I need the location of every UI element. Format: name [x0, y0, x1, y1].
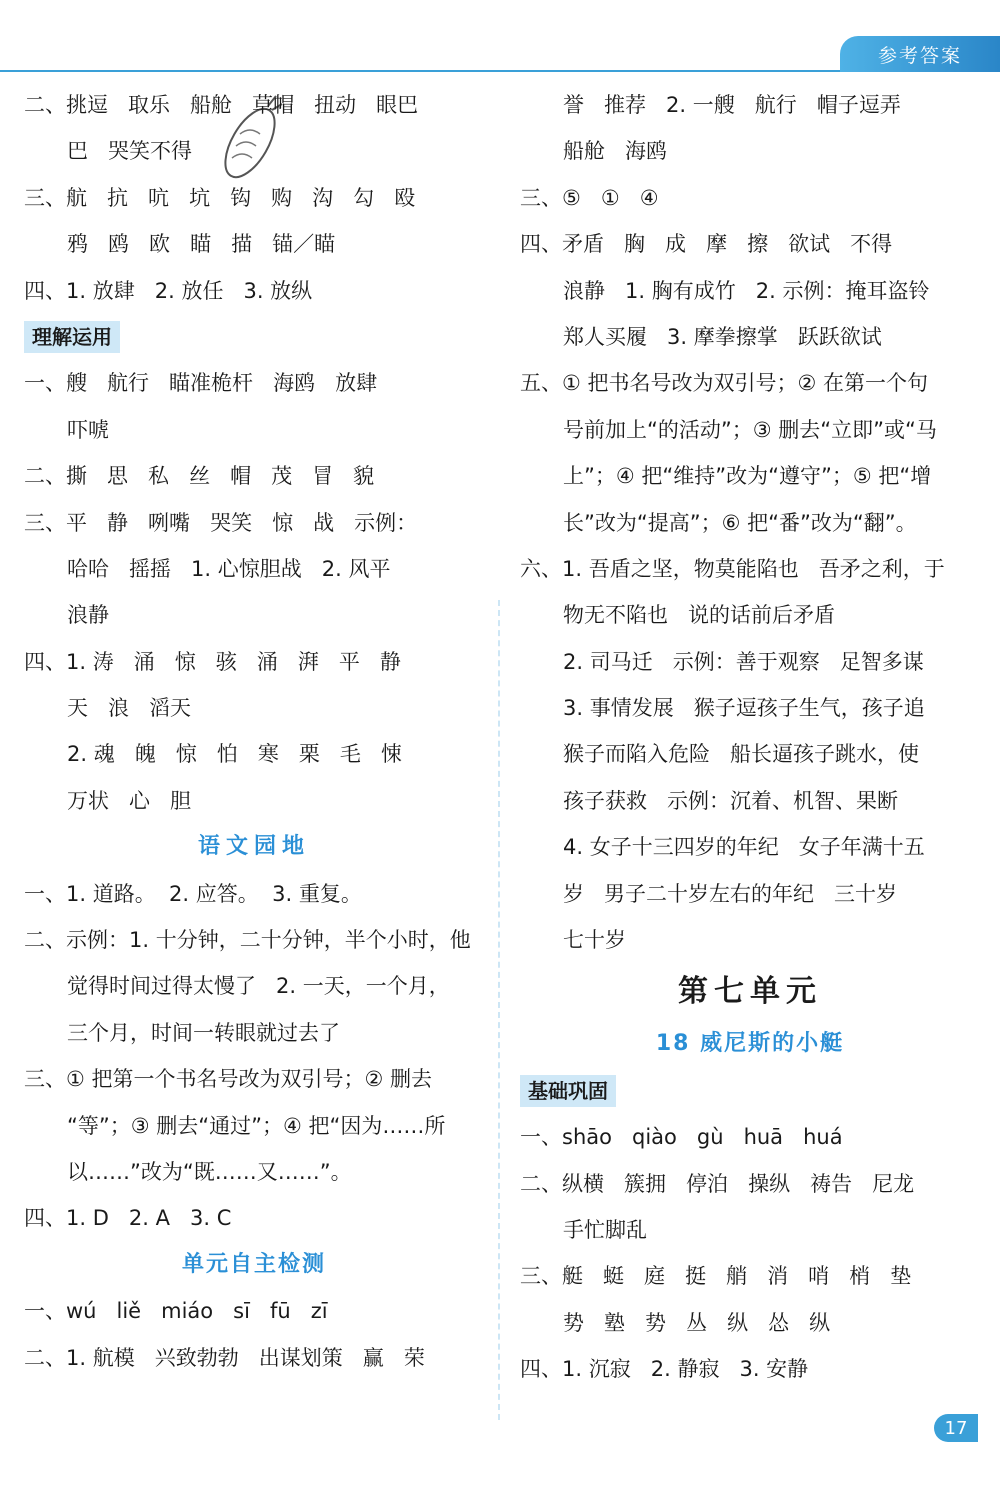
answer-line: 郑人买履 3. 摩拳擦掌 跃跃欲试 [563, 324, 882, 349]
answer-line: 二、示例：1. 十分钟，二十分钟，半个小时，他 [24, 928, 471, 953]
answer-line: 势 塾 势 丛 纵 怂 纵 [563, 1310, 831, 1335]
right-column [520, 82, 980, 1393]
answer-line: 一、wú liě miáo sī fū zī [24, 1299, 328, 1324]
answer-line: 四、1. 涛 涌 惊 骇 涌 湃 平 静 [24, 649, 401, 674]
answer-line: 吓唬 [67, 417, 109, 442]
answer-line: 2. 司马迁 示例：善于观察 足智多谋 [563, 649, 924, 674]
section-heading: 语文园地 [197, 834, 310, 860]
answer-line: 3. 事情发展 猴子逗孩子生气，孩子追 [563, 696, 925, 721]
answer-line: 鸦 鸥 欧 瞄 描 锚／瞄 [67, 232, 336, 257]
header-tab: 参考答案 [840, 36, 1000, 72]
answer-line: 二、1. 航模 兴致勃勃 出谋划策 赢 荣 [24, 1345, 425, 1370]
answer-line: 七十岁 [563, 928, 626, 953]
answer-line: 天 浪 滔天 [67, 696, 192, 721]
header-rule [0, 70, 850, 72]
answer-line: 六、1. 吾盾之坚，物莫能陷也 吾矛之利，于 [520, 556, 945, 581]
answer-line: 一、shāo qiào gù huā huá [520, 1125, 843, 1150]
answer-line: 号前加上“的活动”；③ 删去“立即”或“马 [563, 417, 937, 442]
section-heading: 18 威尼斯的小艇 [655, 1031, 845, 1057]
answer-line: 四、1. 放肆 2. 放任 3. 放纵 [24, 278, 313, 303]
answer-line: 猴子而陷入危险 船长逼孩子跳水，使 [563, 742, 920, 767]
left-column [24, 82, 484, 1381]
answer-line: 四、1. D 2. A 3. C [24, 1206, 232, 1231]
section-heading: 单元自主检测 [181, 1251, 326, 1277]
answer-line: 万状 心 胆 [67, 788, 192, 813]
answer-line: 三个月，时间一转眼就过去了 [67, 1020, 340, 1045]
answer-line: 三、艇 蜓 庭 挺 艄 消 哨 梢 垫 [520, 1264, 912, 1289]
answer-line: 五、① 把书名号改为双引号；② 在第一个句 [520, 371, 929, 396]
page-number: 17 [934, 1414, 978, 1442]
answer-line: 岁 男子二十岁左右的年纪 三十岁 [563, 881, 898, 906]
answer-line: 浪静 1. 胸有成竹 2. 示例：掩耳盗铃 [563, 278, 930, 303]
answer-line: 手忙脚乱 [563, 1217, 647, 1242]
answer-line: 上”；④ 把“维持”改为“遵守”；⑤ 把“增 [563, 464, 932, 489]
answer-line: 二、纵横 簇拥 停泊 操纵 祷告 尼龙 [520, 1171, 915, 1196]
answer-line: 二、撕 思 私 丝 帽 茂 冒 貌 [24, 464, 375, 489]
answer-line: 物无不陷也 说的话前后矛盾 [563, 603, 836, 628]
answer-line: 4. 女子十三四岁的年纪 女子年满十五 [563, 835, 925, 860]
section-tag-label: 理解运用 [24, 321, 120, 353]
answer-line: 觉得时间过得太慢了 2. 一天，一个月， [67, 974, 450, 999]
answer-line: 哈哈 摇摇 1. 心惊胆战 2. 风平 [67, 556, 391, 581]
answer-line: 四、矛盾 胸 成 摩 擦 欲试 不得 [520, 232, 893, 257]
answer-line: 船舱 海鸥 [563, 139, 668, 164]
answer-line: 三、⑤ ① ④ [520, 185, 659, 210]
unit-title: 第七单元 [678, 974, 822, 1010]
section-tag [24, 314, 484, 360]
answer-line: 三、航 抗 吭 坑 钩 购 沟 勾 殴 [24, 185, 416, 210]
answer-line: 四、1. 沉寂 2. 静寂 3. 安静 [520, 1357, 809, 1382]
answer-line: 以……”改为“既……又……”。 [67, 1159, 352, 1184]
section-tag [520, 1068, 980, 1114]
answer-line: 浪静 [67, 603, 109, 628]
answer-line: 巴 哭笑不得 [67, 139, 193, 164]
answer-line: 誉 推荐 2. 一艘 航行 帽子逗弄 [563, 93, 901, 117]
answer-line: 2. 魂 魄 惊 怕 寒 栗 毛 悚 [67, 742, 402, 767]
answer-line: “等”；③ 删去“通过”；④ 把“因为……所 [67, 1113, 446, 1138]
answer-line: 孩子获救 示例：沉着、机智、果断 [563, 788, 899, 813]
answer-line: 二、挑逗 取乐 船舱 草帽 扭动 眼巴 [24, 93, 419, 117]
column-divider [498, 600, 500, 1420]
answer-line: 三、① 把第一个书名号改为双引号；② 删去 [24, 1067, 433, 1092]
answer-line: 长”改为“提高”；⑥ 把“番”改为“翻”。 [563, 510, 917, 535]
answer-line: 三、平 静 咧嘴 哭笑 惊 战 示例： [24, 510, 418, 535]
answer-line: 一、1. 道路。 2. 应答。 3. 重复。 [24, 881, 362, 906]
section-tag-label: 基础巩固 [520, 1075, 616, 1107]
answer-line: 一、艘 航行 瞄准桅杆 海鸥 放肆 [24, 371, 378, 396]
